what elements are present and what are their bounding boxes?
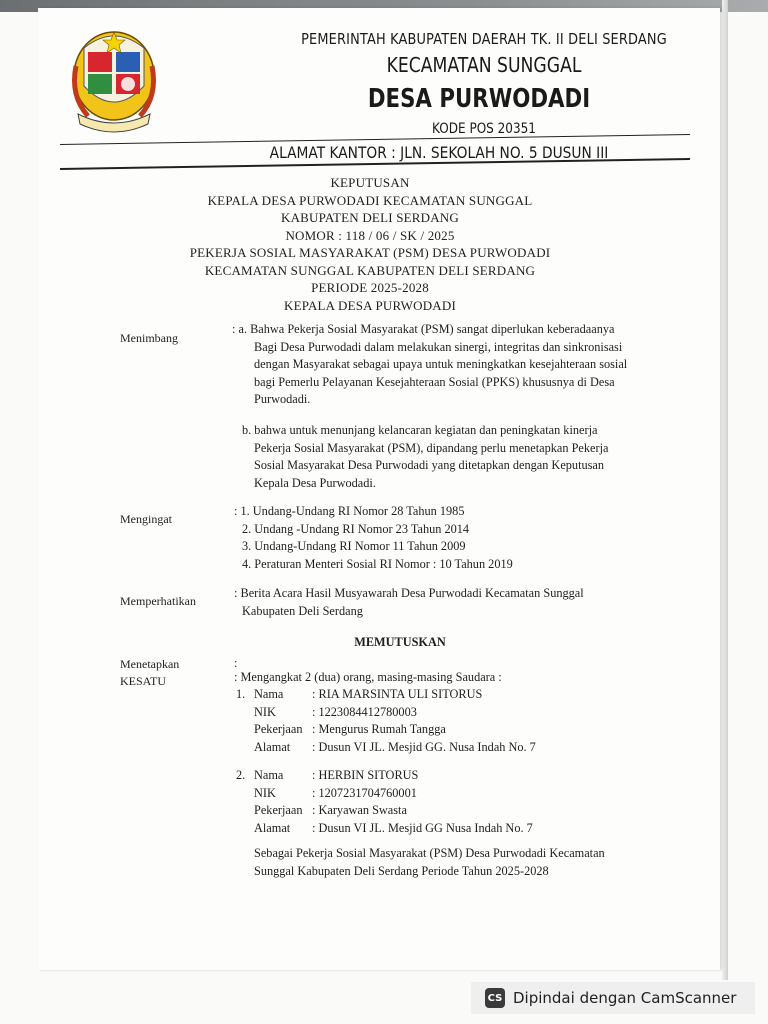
mengingat-label: Mengingat — [120, 512, 172, 526]
appointee-2-nik-row — [236, 785, 656, 803]
appointee-1-job-value: : Mengurus Rumah Tangga — [312, 722, 446, 736]
camscanner-watermark — [471, 982, 755, 1014]
appointee-1 — [236, 686, 656, 756]
letterhead-district: KECAMATAN SUNGGAL — [386, 53, 582, 77]
appointee-1-number: 1. — [236, 687, 246, 701]
appointee-2 — [236, 767, 656, 837]
decree-line: KEPUTUSAN — [330, 175, 410, 190]
decree-line: KABUPATEN DELI SERDANG — [281, 210, 459, 225]
appointee-1-name-key: Nama — [254, 687, 284, 701]
appointee-1-address-value: : Dusun VI JL. Mesjid GG. Nusa Indah No. 7 — [312, 739, 536, 754]
closing-statement — [254, 845, 654, 880]
appointee-1-address-key: Alamat — [254, 739, 291, 754]
appointee-1-job-key: Pekerjaan — [254, 722, 303, 736]
letterhead-postal-code: KODE POS 20351 — [432, 121, 536, 137]
appointee-2-address-key: Alamat — [254, 820, 291, 835]
menimbang-b-line: Pekerja Sosial Masyarakat (PSM), dipandang perlu menetapkan Pekerja — [254, 440, 609, 455]
menetapkan-intro: : Mengangkat 2 (dua) orang, masing-masing Saudara : — [234, 670, 502, 684]
menimbang-a-line: Purwodadi. — [254, 392, 311, 406]
closing-line: Sebagai Pekerja Sosial Masyarakat (PSM) Desa Purwodadi Kecamatan — [254, 846, 605, 860]
menimbang-a-line: bagi Pemerlu Pelayanan Kesejahteraan Sosial (PPKS) khususnya di Desa — [254, 374, 615, 389]
menimbang-point-b — [242, 422, 652, 492]
menimbang-label: Menimbang — [120, 331, 178, 345]
mengingat-item: 2. Undang -Undang RI Nomor 23 Tahun 2014 — [242, 521, 470, 536]
camscanner-text: Dipindai dengan CamScanner — [513, 989, 737, 1007]
appointee-1-job-row — [236, 721, 656, 739]
letterhead-address: ALAMAT KANTOR : JLN. SEKOLAH NO. 5 DUSUN III — [269, 143, 609, 162]
menetapkan-label: Menetapkan — [120, 657, 180, 671]
appointee-2-address-value: : Dusun VI JL. Mesjid GG Nusa Indah No. 7 — [312, 820, 533, 835]
memperhatikan-text — [234, 585, 654, 620]
menetapkan-colon: : — [234, 656, 238, 670]
appointee-2-address-row — [236, 820, 656, 838]
menimbang-b-line: Sosial Masyarakat Desa Purwodadi yang ditetapkan dengan Keputusan — [254, 458, 605, 472]
letterhead-village: DESA PURWODADI — [367, 84, 591, 114]
appointee-2-number: 2. — [236, 768, 246, 782]
kesatu-label: KESATU — [120, 674, 167, 688]
decree-number: NOMOR : 118 / 06 / SK / 2025 — [285, 227, 455, 243]
decree-line: PERIODE 2025-2028 — [311, 280, 429, 295]
camscanner-logo-icon: CS — [485, 988, 505, 1008]
memutuskan-heading: MEMUTUSKAN — [354, 635, 446, 649]
memperhatikan-label: Memperhatikan — [120, 594, 196, 608]
decree-line: KEPALA DESA PURWODADI KECAMATAN SUNGGAL — [207, 192, 533, 208]
deli-serdang-emblem-icon — [66, 26, 162, 144]
appointee-2-job-value: : Karyawan Swasta — [312, 803, 407, 817]
appointee-1-name-value: : RIA MARSINTA ULI SITORUS — [312, 687, 483, 701]
menimbang-a-line: : a. Bahwa Pekerja Sosial Masyarakat (PSM) sangat diperlukan keberadaanya — [232, 322, 615, 336]
appointee-2-job-row — [236, 802, 656, 820]
appointee-1-nik-value: : 1223084412780003 — [312, 704, 417, 719]
letterhead-government: PEMERINTAH KABUPATEN DAERAH TK. II DELI SERDANG — [301, 30, 667, 48]
memperhatikan-line: Kabupaten Deli Serdang — [242, 603, 363, 618]
decree-line: PEKERJA SOSIAL MASYARAKAT (PSM) DESA PURWODADI — [189, 245, 551, 260]
appointee-2-nik-key: NIK — [254, 785, 276, 800]
menimbang-b-line: b. bahwa untuk menunjang kelancaran kegiatan dan peningkatan kinerja — [242, 423, 598, 437]
decree-line: KEPALA DESA PURWODADI — [283, 297, 457, 313]
menimbang-a-line: dengan Masyarakat sebagai upaya untuk meningkatkan kesejahteraan sosial — [254, 357, 628, 371]
mengingat-item: : 1. Undang-Undang RI Nomor 28 Tahun 1985 — [234, 504, 465, 518]
closing-line: Sunggal Kabupaten Deli Serdang Periode Tahun 2025-2028 — [254, 863, 549, 878]
appointee-2-name-key: Nama — [254, 768, 284, 782]
decree-title-block — [140, 174, 600, 314]
decree-line: KECAMATAN SUNGGAL KABUPATEN DELI SERDANG — [204, 262, 536, 278]
appointee-1-nik-row — [236, 704, 656, 722]
mengingat-item: 4. Peraturan Menteri Sosial RI Nomor : 10 Tahun 2019 — [242, 556, 513, 571]
memperhatikan-line: : Berita Acara Hasil Musyawarah Desa Purwodadi Kecamatan Sunggal — [234, 586, 584, 600]
menimbang-b-line: Kepala Desa Purwodadi. — [254, 475, 376, 490]
appointee-1-address-row — [236, 739, 656, 757]
appointee-2-job-key: Pekerjaan — [254, 803, 303, 817]
appointee-1-name-row — [236, 686, 656, 704]
appointee-2-name-row — [236, 767, 656, 785]
appointee-2-nik-value: : 1207231704760001 — [312, 785, 417, 800]
menimbang-point-a — [232, 321, 652, 409]
mengingat-list — [234, 503, 654, 573]
menimbang-a-line: Bagi Desa Purwodadi dalam melakukan sinergi, integritas dan sinkronisasi — [254, 339, 623, 354]
mengingat-item: 3. Undang-Undang RI Nomor 11 Tahun 2009 — [242, 539, 466, 553]
appointee-2-name-value: : HERBIN SITORUS — [312, 768, 419, 782]
appointee-1-nik-key: NIK — [254, 704, 276, 719]
